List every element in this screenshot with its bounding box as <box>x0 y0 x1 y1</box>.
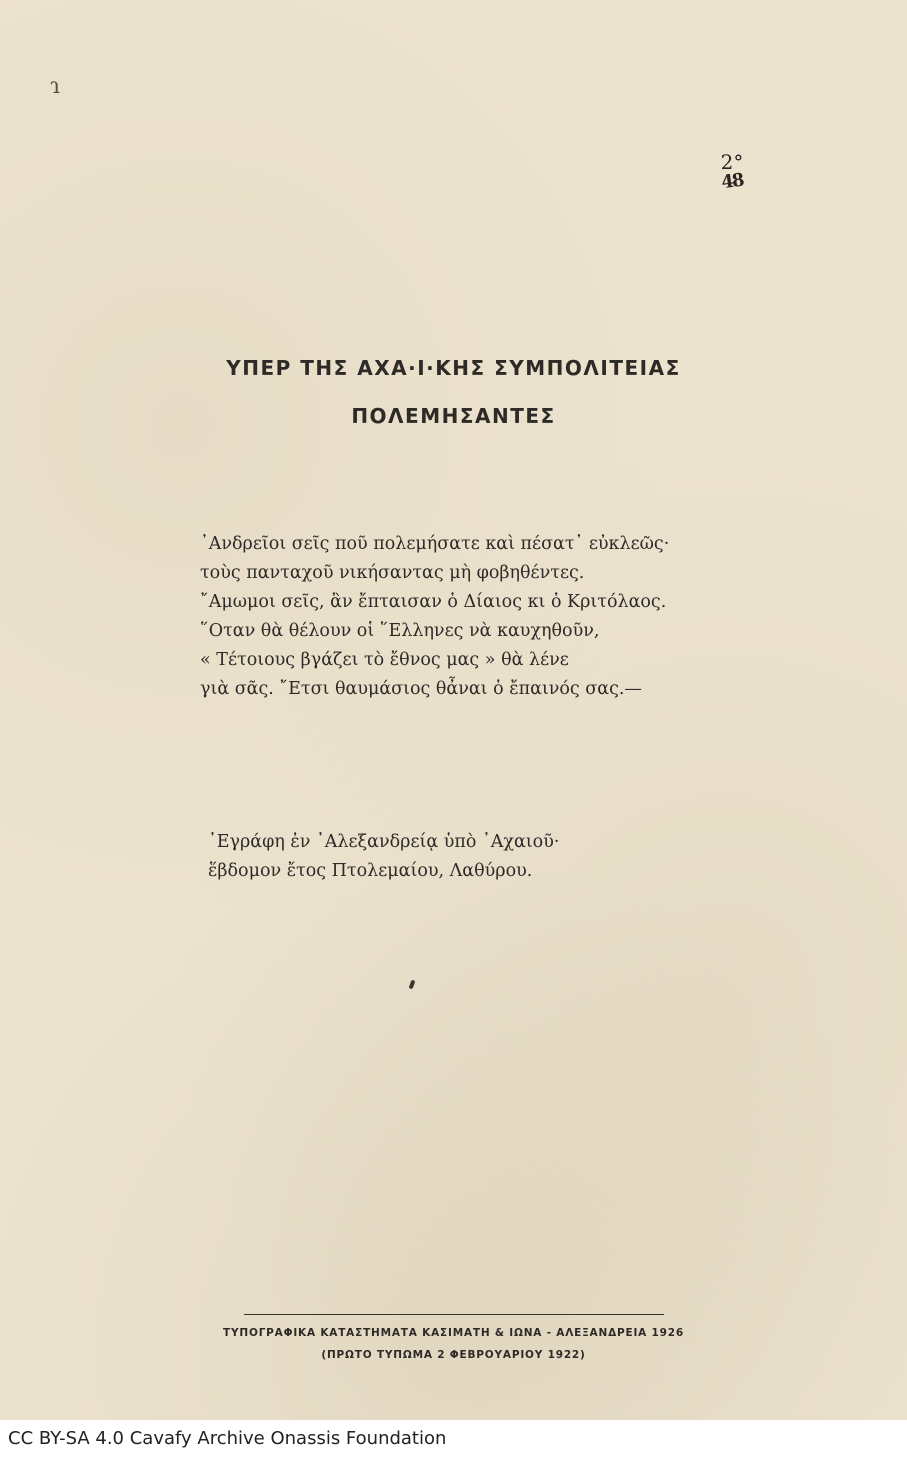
poem-line: τοὺς πανταχοῦ νικήσαντας μὴ φοβηθέντες. <box>200 563 585 583</box>
poem-line: γιὰ σᾶς. ῎Ετσι θαυμάσιος θἆναι ὁ ἔπαινός σας.— <box>200 679 642 699</box>
printer-imprint: ΤΥΠΟΓΡΑΦΙΚΑ ΚΑΤΑΣΤΗΜΑΤΑ ΚΑΣΙΜΑΤΗ & ΙΩΝΑ - ΑΛΕΞΑΝΔΡΕΙΑ 1926 <box>223 1327 684 1339</box>
page-number-line2: 48 <box>720 169 744 194</box>
page-number-line1: 2° <box>720 150 744 174</box>
poem-title-line1: ΥΠΕΡ ΤΗΣ ΑΧΑ·Ι·ΚΗΣ ΣΥΜΠΟΛΙΤΕΙΑΣ <box>226 356 681 380</box>
handwritten-page-number <box>712 152 752 192</box>
note-line: ἕβδομον ἔτος Πτολεμαίου, Λαθύρου. <box>208 861 533 881</box>
ink-dot <box>409 980 416 990</box>
epigraph-note <box>208 828 708 886</box>
poem-line: « Τέτοιους βγάζει τὸ ἔθνος μας » θὰ λένε <box>200 650 569 670</box>
license-credit: CC BY-SA 4.0 Cavafy Archive Onassis Foundation <box>8 1428 447 1449</box>
note-line: ᾿Εγράφη ἐν ᾿Αλεξανδρείᾳ ὑπὸ ᾿Αχαιοῦ· <box>208 832 560 852</box>
poem-line: ῞Οταν θὰ θέλουν οἱ ῞Ελληνες νὰ καυχηθοῦν, <box>200 621 600 641</box>
poem-line: ᾿Ανδρεῖοι σεῖς ποῦ πολεμήσατε καὶ πέσατ᾿ εὐκλεῶς· <box>200 534 670 554</box>
footer-rule <box>244 1314 664 1315</box>
stray-ink-mark: ɿ <box>50 74 60 99</box>
poem-body <box>200 530 720 704</box>
first-printing-note: (ΠΡΩΤΟ ΤΥΠΩΜΑ 2 ΦΕΒΡΟΥΑΡΙΟΥ 1922) <box>321 1349 586 1361</box>
poem-title-line2: ΠΟΛΕΜΗΣΑΝΤΕΣ <box>351 404 556 428</box>
poem-line: ῎Αμωμοι σεῖς, ἂν ἔπταισαν ὁ Δίαιος κι ὁ Κριτόλαος. <box>200 592 667 612</box>
